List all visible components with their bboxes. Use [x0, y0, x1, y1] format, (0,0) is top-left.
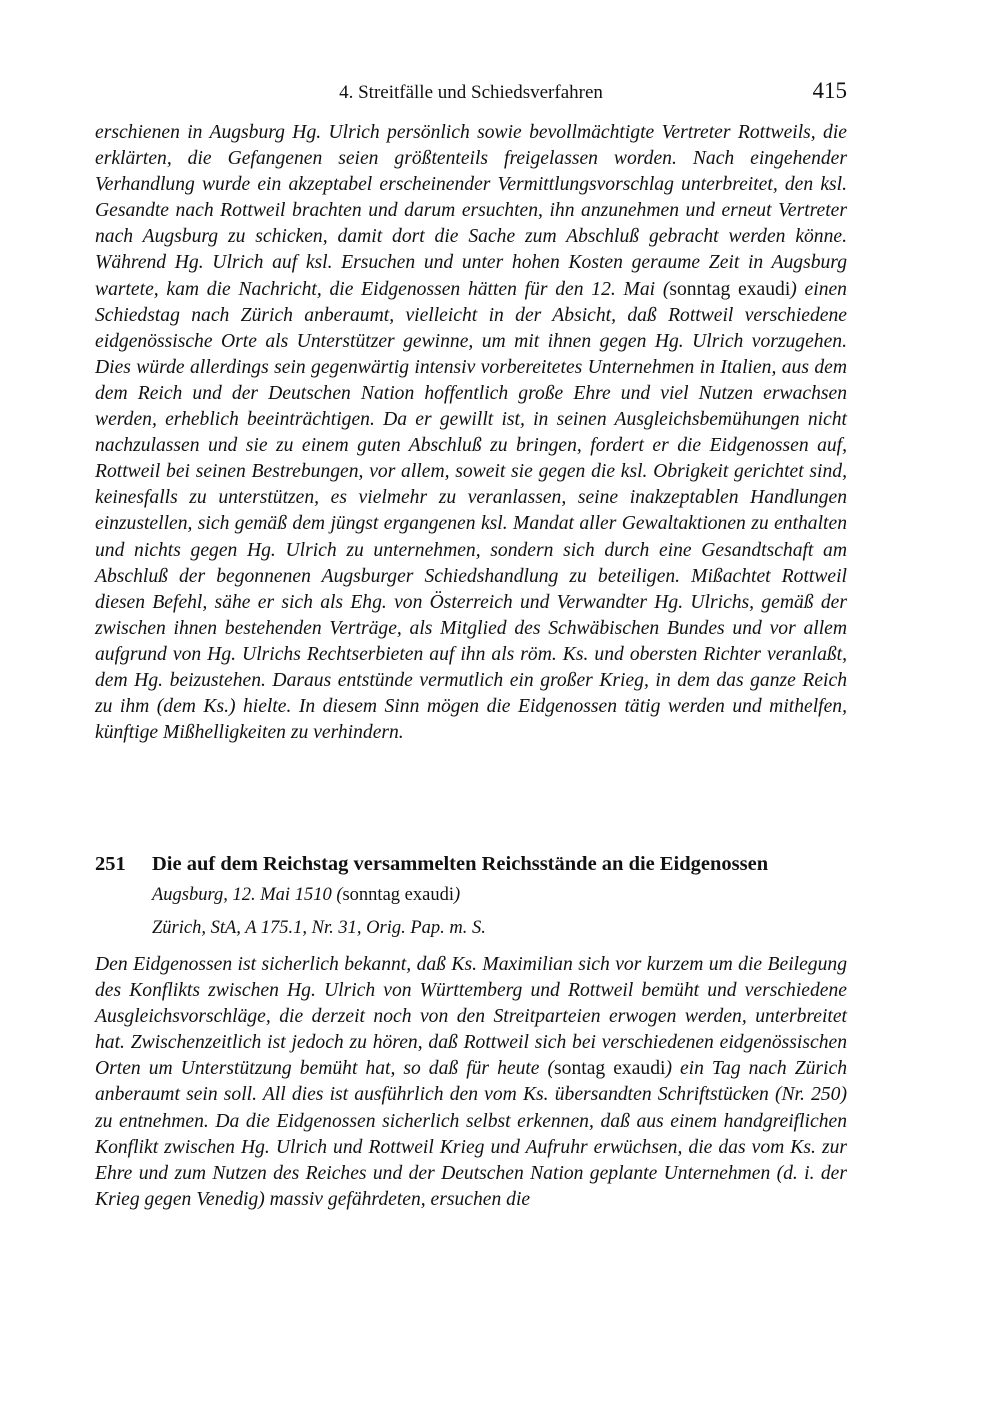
latin-date-term: sonntag exaudi [342, 885, 454, 905]
text-run: ) ein Tag nach Zürich anberaumt sein soll. All dies ist ausführlich den vom Ks. übersandten Schriftstücken (Nr. 250) zu entnehmen. Da die Eidgenossen sicherlich selbst erkennen, daß aus einem handgreiflichen Konflikt zwischen Hg. Ulrich und Rottweil Krieg und Aufruhr erwüchsen, die das vom Ks. zur Ehre und zum Nutzen des Reiches und der Deutschen Nation geplante Unternehmen (d. i. der Krieg gegen Venedig) massiv gefährdeten, ersuchen die [95, 1058, 847, 1210]
text-run: ) einen Schiedstag nach Zürich anberaumt, vielleicht in der Absicht, daß Rottweil verschiedene eidgenössische Orte als Unterstützer gewinne, um mit ihnen gegen Hg. Ulrich vorzugehen. Dies würde allerdings sein gegenwärtig intensiv vorbereitetes Unternehmen in Italien, aus dem dem Reich und der Deutschen Nation hoffentlich große Ehre und viel Nutzen erwachsen werden, erheblich beeinträchtigen. Da er gewillt ist, in seinen Ausgleichsbemühungen nicht nachzulassen und sie zu einem guten Abschluß zu bringen, fordert er die Eidgenossen auf, Rottweil bei seinen Bestrebungen, vor allem, soweit sie gegen die ksl. Obrigkeit gerichtet sind, keinesfalls zu unterstützen, es vielmehr zu veranlassen, seine inakzeptablen Handlungen einzustellen, sich gemäß dem jüngst ergangenen ksl. Mandat aller Gewaltaktionen zu enthalten und nichts gegen Hg. Ulrich zu unternehmen, sondern sich durch eine Gesandtschaft am Abschluß der begonnenen Augsburger Schiedshandlung zu beteiligen. Mißachtet Rottweil diesen Befehl, sähe er sich als Ehg. von Österreich und Verwandter Hg. Ulrichs, gemäß der zwischen ihnen bestehenden Verträge, als Mitglied des Schwäbischen Bundes und vor allem aufgrund von Hg. Ulrichs Rechtserbieten auf ihn als röm. Ks. und obersten Richter veranlaßt, dem Hg. beizustehen. Daraus entstünde vermutlich ein großer Krieg, in dem das ganze Reich zu ihm (dem Ks.) hielte. In diesem Sinn mögen die Eidgenossen tätig werden und mithelfen, künftige Mißhelligkeiten zu verhindern. [95, 278, 847, 744]
document-heading [95, 850, 847, 878]
document-date-line [152, 883, 460, 907]
latin-date-term: sontag exaudi [554, 1058, 666, 1080]
page-number: 415 [812, 78, 847, 103]
date-text: Augsburg, 12. Mai 1510 ( [152, 885, 343, 905]
document-source-line: Zürich, StA, A 175.1, Nr. 31, Orig. Pap. m. S. [152, 918, 486, 938]
running-title: 4. Streitfälle und Schiedsverfahren [339, 82, 603, 103]
summary-paragraph-251 [95, 952, 847, 1213]
latin-date-term: sonntag exaudi [669, 278, 791, 300]
text-run: Den Eidgenossen ist sicherlich bekannt, daß Ks. Maximilian sich vor kurzem um die Beilegung des Konflikts zwischen Hg. Ulrich von Württemberg und Rottweil bemüht und verschiedene Ausgleichsvorschläge, die derzeit noch von den Streitparteien erwogen werden, unterbreitet hat. Zwischenzeitlich ist jedoch zu hören, daß Rottweil sich bei verschiedenen eidgenössischen Orten um Unterstützung bemüht hat, so daß für heute ( [95, 954, 847, 1080]
summary-paragraph-250 [95, 120, 847, 746]
document-number: 251 [95, 853, 126, 875]
text-run: erschienen in Augsburg Hg. Ulrich persönlich sowie bevollmächtigte Vertreter Rottweils, die erklärten, die Gefangenen seien größtenteils freigelassen worden. Nach eingehender Verhandlung wurde ein akzeptabel erscheinender Vermittlungsvorschlag unterbreitet, den ksl. Gesandte nach Rottweil brachten und darum ersuchten, ihn anzunehmen und erneut Vertreter nach Augsburg zu schicken, damit dort die Sache zum Abschluß gebracht werden könne. Während Hg. Ulrich auf ksl. Ersuchen und unter hohen Kosten geraume Zeit in Augsburg wartete, kam die Nachricht, die Eidgenossen hätten für den 12. Mai ( [95, 122, 847, 300]
running-head [95, 78, 847, 108]
date-text: ) [453, 885, 461, 905]
document-title: Die auf dem Reichstag versammelten Reichsstände an die Eidgenossen [152, 853, 769, 875]
